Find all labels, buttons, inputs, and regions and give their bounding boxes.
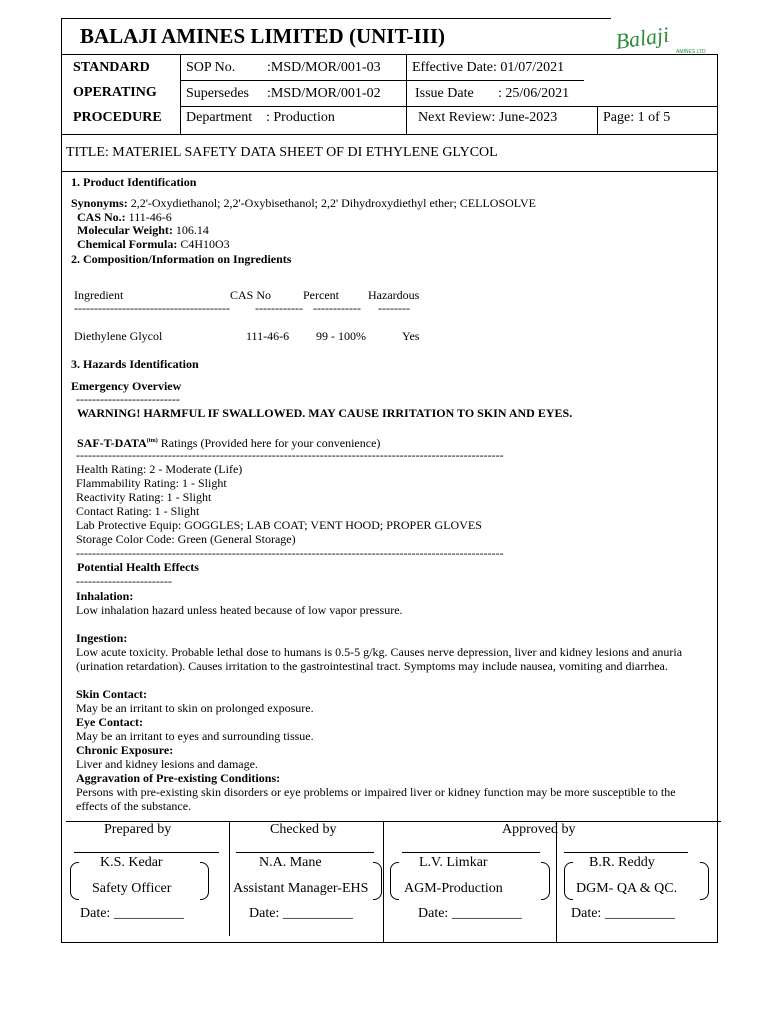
signatory-3-name: L.V. Limkar bbox=[419, 855, 488, 870]
signatory-3-bracket-left bbox=[390, 862, 399, 900]
skin-contact-label: Skin Contact: bbox=[76, 687, 148, 701]
sop-heading-1: STANDARD bbox=[73, 60, 150, 75]
signatory-3-role: AGM-Production bbox=[404, 881, 503, 896]
supersedes-value: :MSD/MOR/001-02 bbox=[267, 86, 381, 101]
logo-wordmark: Balaji bbox=[613, 22, 671, 54]
signatory-1-date: Date: __________ bbox=[80, 906, 184, 921]
signature-line-4 bbox=[564, 852, 688, 853]
department-label: Department bbox=[186, 110, 253, 125]
footer-col-divider-1 bbox=[229, 821, 230, 936]
sop-no-label: SOP No. bbox=[186, 60, 236, 75]
reactivity-rating: Reactivity Rating: 1 - Slight bbox=[76, 490, 212, 504]
section3-heading: 3. Hazards Identification bbox=[71, 357, 199, 371]
emergency-overview-dashes: -------------------------- bbox=[76, 392, 180, 406]
frame-top-line bbox=[61, 18, 611, 19]
cas-line: CAS No.: 111-46-6 bbox=[77, 210, 172, 224]
signatory-2-date: Date: __________ bbox=[249, 906, 353, 921]
company-title: BALAJI AMINES LIMITED (UNIT-III) bbox=[80, 24, 446, 48]
saf-t-data-line: SAF-$T-DATA^{(tm)}$ Ratings (Provided here for your convenience) bbox=[77, 436, 381, 450]
signatory-3-date: Date: __________ bbox=[418, 906, 522, 921]
header-divider-3 bbox=[61, 171, 718, 172]
signatory-4-bracket-left bbox=[564, 862, 573, 900]
skin-contact-text: May be an irritant to skin on prolonged exposure. bbox=[76, 701, 314, 715]
sop-heading-3: PROCEDURE bbox=[73, 110, 162, 125]
aggravation-text: Persons with pre-existing skin disorders or eye problems or impaired liver or kidney function may be more susceptible to the effects of the substance. bbox=[76, 785, 676, 813]
department-value: : Production bbox=[266, 110, 335, 125]
col-cas-header: CAS No bbox=[230, 288, 272, 302]
page-number: Page: 1 of 5 bbox=[603, 110, 671, 125]
signatory-1-role: Safety Officer bbox=[92, 881, 172, 896]
inhalation-label: Inhalation: bbox=[76, 589, 134, 603]
approved-by-label: Approved by bbox=[502, 822, 576, 837]
signature-line-2 bbox=[236, 852, 374, 853]
signatory-4-name: B.R. Reddy bbox=[589, 855, 655, 870]
col-ingredient-header: Ingredient bbox=[74, 288, 124, 302]
checked-by-label: Checked by bbox=[270, 822, 337, 837]
section2-heading: 2. Composition/Information on Ingredients bbox=[71, 252, 292, 266]
signatory-4-bracket-right bbox=[700, 862, 709, 900]
emergency-overview-heading: Emergency Overview bbox=[71, 379, 182, 393]
signature-line-1 bbox=[74, 852, 219, 853]
signatory-2-bracket-right bbox=[373, 862, 382, 900]
logo-subtext: AMINES LTD bbox=[676, 49, 706, 55]
eye-contact-label: Eye Contact: bbox=[76, 715, 143, 729]
flammability-rating: Flammability Rating: 1 - Slight bbox=[76, 476, 227, 490]
signatory-1-bracket-right bbox=[200, 862, 209, 900]
frame-left-line bbox=[61, 18, 62, 943]
potential-health-effects-dashes: ------------------------ bbox=[76, 574, 172, 588]
company-logo bbox=[612, 22, 722, 56]
signatory-1-name: K.S. Kedar bbox=[100, 855, 163, 870]
issue-date-label: Issue Date bbox=[415, 86, 474, 101]
row-divider-a bbox=[180, 80, 584, 81]
ratings-top-dashes: ----------------------------------------------------------------------------------------------------------- bbox=[76, 448, 504, 462]
ingestion-text: Low acute toxicity. Probable lethal dose to humans is 0.5-5 g/kg. Causes nerve depression, liver and kidney lesions and anuria (urination retardation). Causes irritation to the gastrointestinal tract. Symptoms may include nausea, vomiting and diarrhea. bbox=[76, 645, 683, 673]
lab-protective-equip: Lab Protective Equip: GOGGLES; LAB COAT; VENT HOOD; PROPER GLOVES bbox=[76, 518, 482, 532]
col-percent-dashes: ------------ bbox=[313, 301, 361, 315]
contact-rating: Contact Rating: 1 - Slight bbox=[76, 504, 200, 518]
next-review: Next Review: June-2023 bbox=[418, 110, 558, 125]
issue-date-value: : 25/06/2021 bbox=[498, 86, 570, 101]
sop-col-divider bbox=[180, 54, 181, 134]
row-divider-b bbox=[180, 106, 717, 107]
col-ingredient-dashes: --------------------------------------- bbox=[74, 301, 230, 315]
molecular-weight-line: Molecular Weight: 106.14 bbox=[77, 223, 209, 237]
footer-col-divider-3 bbox=[556, 821, 557, 942]
aggravation-label: Aggravation of Pre-existing Conditions: bbox=[76, 771, 281, 785]
prepared-by-label: Prepared by bbox=[104, 822, 172, 837]
inhalation-text: Low inhalation hazard unless heated because of low vapor pressure. bbox=[76, 603, 403, 617]
col-hazardous-header: Hazardous bbox=[368, 288, 420, 302]
signatory-1-bracket-left bbox=[70, 862, 79, 900]
signature-line-3 bbox=[402, 852, 540, 853]
row-ingredient: Diethylene Glycol bbox=[74, 329, 163, 343]
potential-health-effects-heading: Potential Health Effects bbox=[77, 560, 199, 574]
document-title: TITLE: MATERIEL SAFETY DATA SHEET OF DI ETHYLENE GLYCOL bbox=[66, 145, 498, 160]
footer-col-divider-2 bbox=[383, 821, 384, 942]
synonyms-line: Synonyms: 2,2'-Oxydiethanol; 2,2'-Oxybisethanol; 2,2' Dihydroxydiethyl ether; CELLOSOLVE bbox=[71, 196, 537, 210]
row-cas: 111-46-6 bbox=[246, 329, 290, 343]
supersedes-label: Supersedes bbox=[186, 86, 249, 101]
col-cas-dashes: ------------ bbox=[255, 301, 303, 315]
section1-heading: 1. Product Identification bbox=[71, 175, 197, 189]
signatory-2-role: Assistant Manager-EHS bbox=[233, 881, 369, 896]
chronic-exposure-text: Liver and kidney lesions and damage. bbox=[76, 757, 258, 771]
sop-heading-2: OPERATING bbox=[73, 85, 157, 100]
chronic-exposure-label: Chronic Exposure: bbox=[76, 743, 174, 757]
health-rating: Health Rating: 2 - Moderate (Life) bbox=[76, 462, 243, 476]
col-hazardous-dashes: -------- bbox=[378, 301, 410, 315]
effective-date: Effective Date: 01/07/2021 bbox=[412, 60, 565, 75]
sop-no-value: :MSD/MOR/001-03 bbox=[267, 60, 381, 75]
signatory-4-date: Date: __________ bbox=[571, 906, 675, 921]
row-hazardous: Yes bbox=[402, 329, 420, 343]
frame-bottom-line bbox=[61, 942, 718, 943]
frame-right-line bbox=[717, 54, 718, 943]
eye-contact-text: May be an irritant to eyes and surrounding tissue. bbox=[76, 729, 314, 743]
signatory-2-name: N.A. Mane bbox=[259, 855, 322, 870]
page-col-divider bbox=[597, 106, 598, 134]
ratings-bottom-dashes: ----------------------------------------------------------------------------------------------------------- bbox=[76, 546, 504, 560]
signatory-3-bracket-right bbox=[541, 862, 550, 900]
row-percent: 99 - 100% bbox=[316, 329, 366, 343]
warning-text: WARNING! HARMFUL IF SWALLOWED. MAY CAUSE IRRITATION TO SKIN AND EYES. bbox=[77, 406, 573, 420]
formula-line: Chemical Formula: C4H10O3 bbox=[77, 237, 230, 251]
ingestion-label: Ingestion: bbox=[76, 631, 128, 645]
col-percent-header: Percent bbox=[303, 288, 339, 302]
header-divider-2 bbox=[61, 134, 718, 135]
storage-color-code: Storage Color Code: Green (General Storage) bbox=[76, 532, 296, 546]
date-col-divider bbox=[406, 54, 407, 134]
signatory-4-role: DGM- QA & QC. bbox=[576, 881, 678, 896]
